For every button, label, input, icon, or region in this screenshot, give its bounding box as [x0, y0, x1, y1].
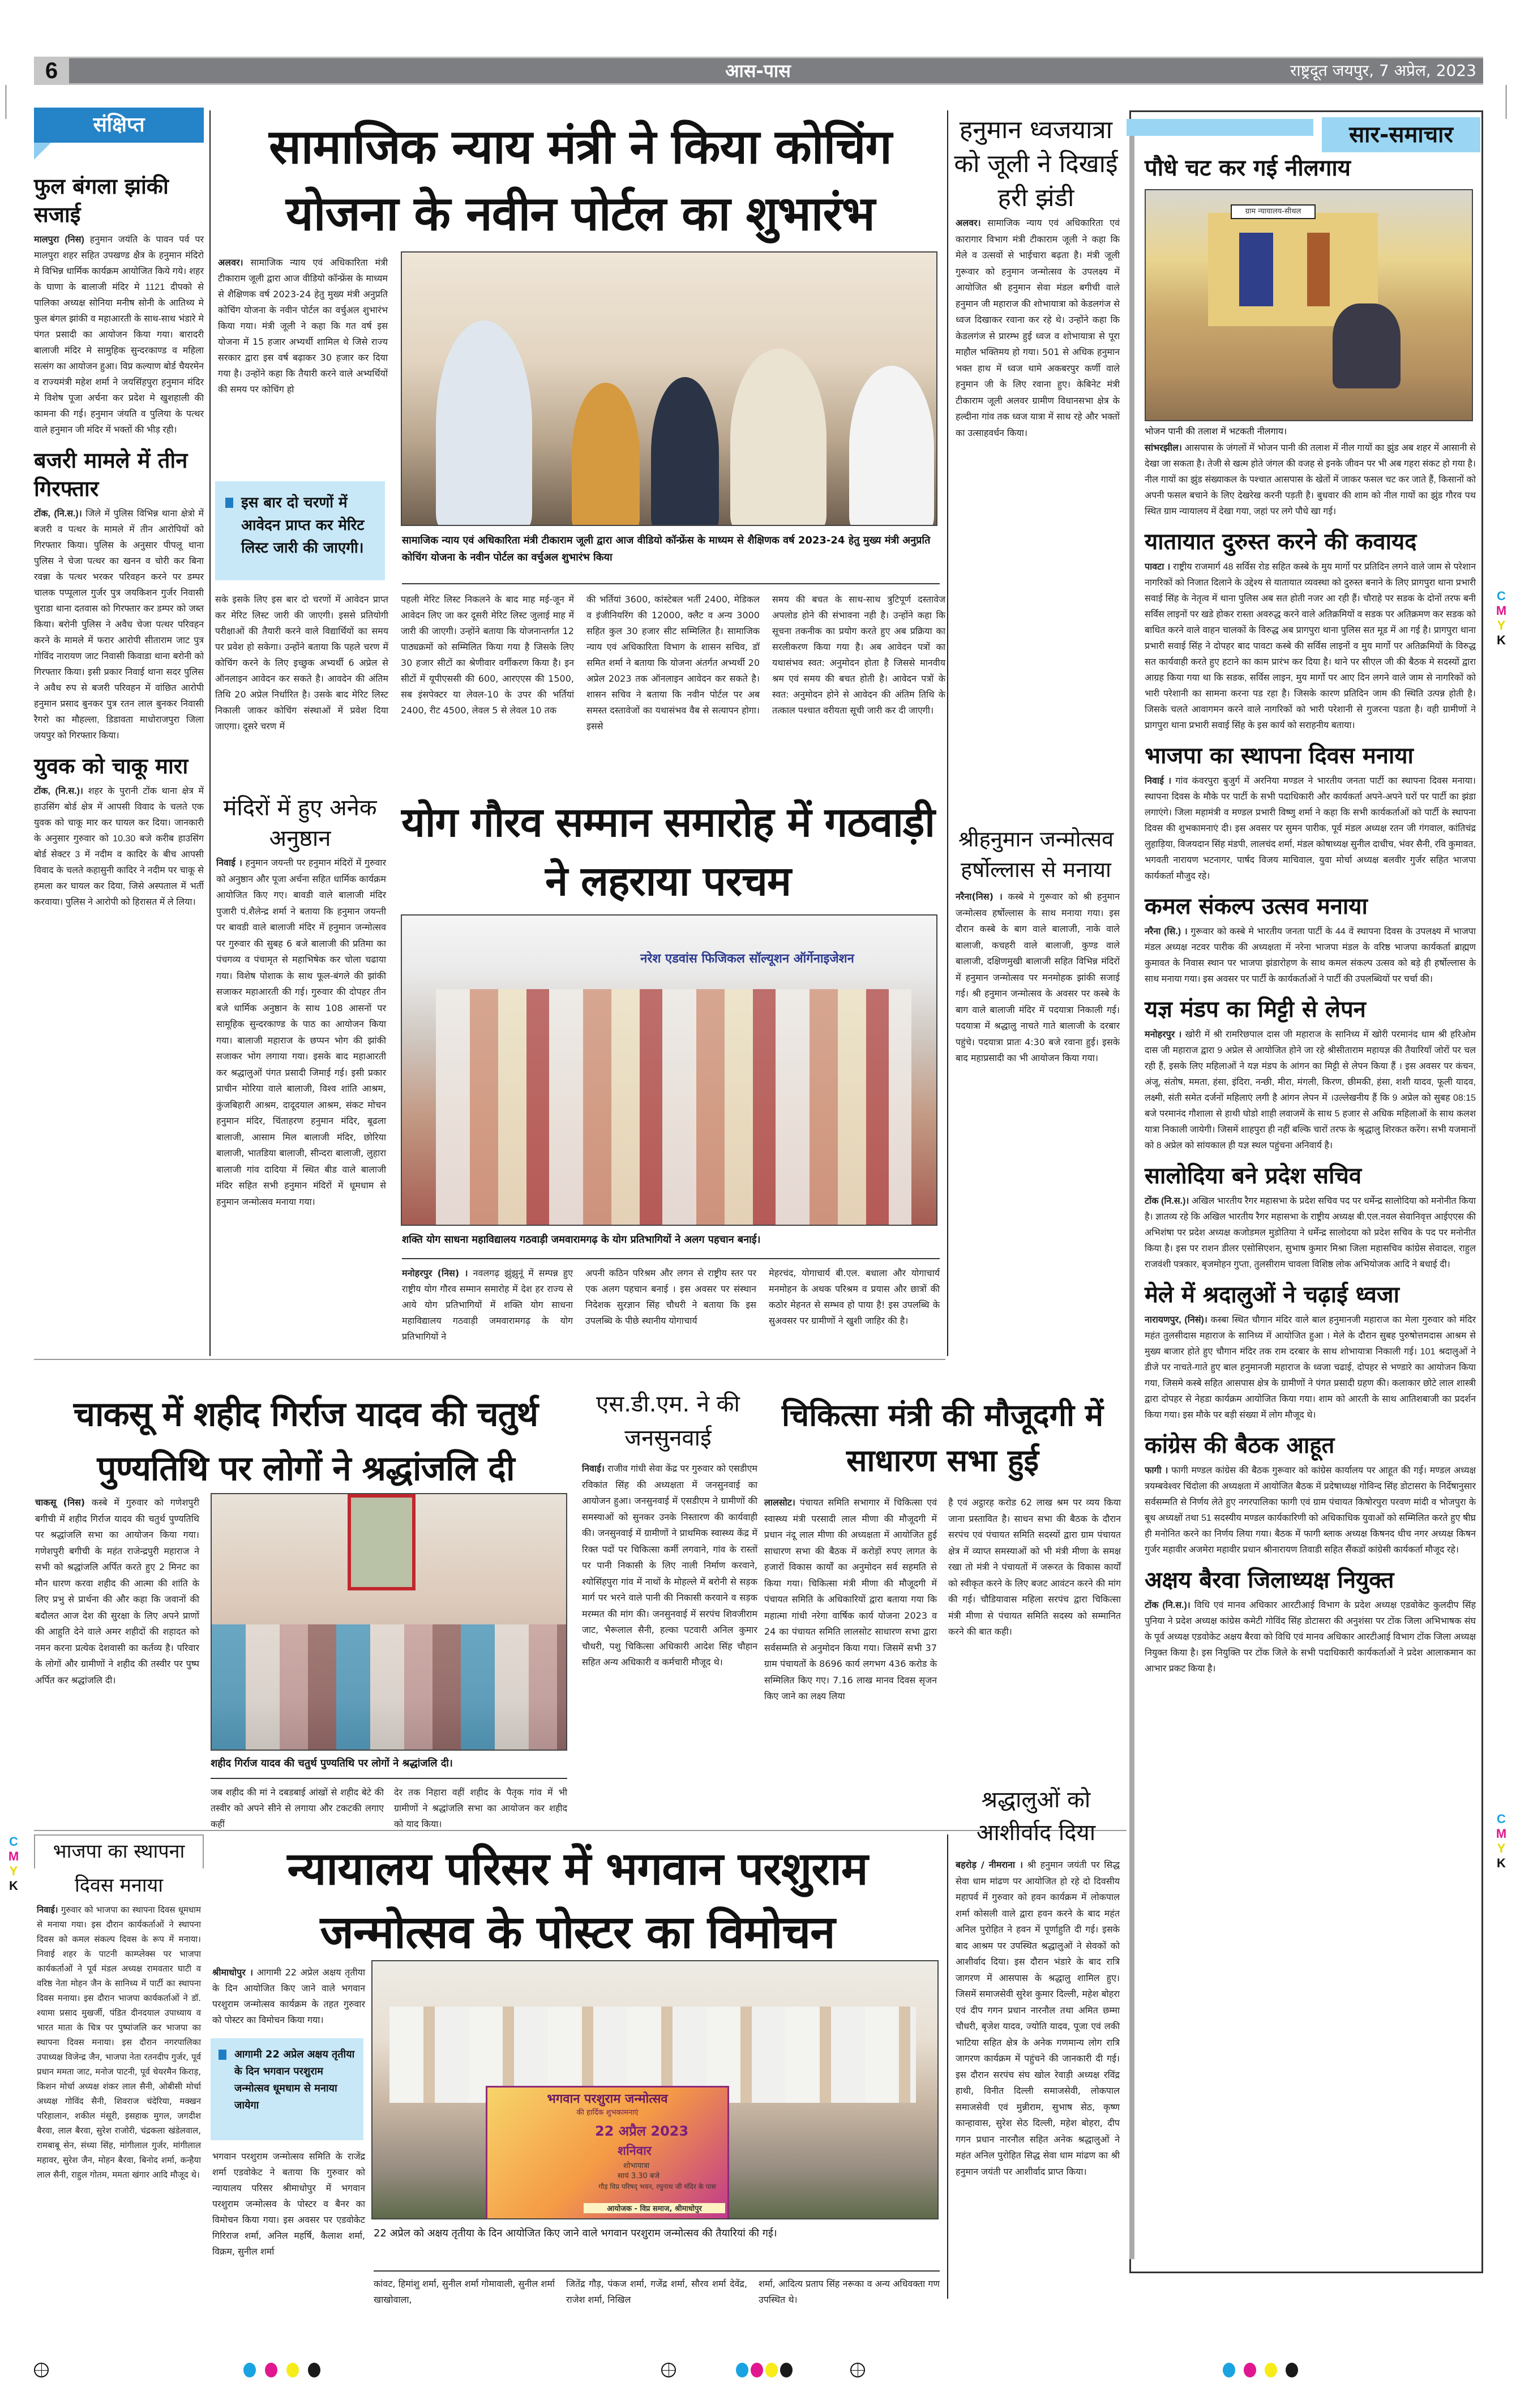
- lead-photo: [401, 251, 937, 526]
- poster-time: सायं 3.30 बजे: [618, 2172, 659, 2180]
- person-figure: [436, 320, 532, 526]
- story-headline: बजरी मामले में तीन गिरफ्तार: [34, 448, 188, 501]
- brief-headline: कांग्रेस की बैठक आहूत: [1145, 1432, 1335, 1459]
- poster-day: शनिवार: [618, 2144, 652, 2158]
- section-title: आस-पास: [725, 60, 791, 82]
- ashirvad-headline: श्रद्धालुओं को आशीर्वाद दिया: [976, 1787, 1096, 1846]
- brief-body: सांभरझील। आसपास के जंगलों में भोजन पानी की तलाश में नील गायों का झुंड अब शहर में आसानी से देखा जा सकता है। तेजी से खत्म होते जंगल की वजह से इनके जीवन पर भी अब गहरा संकट हो गया है। नील गायों का झुंड संख्याकल के पश्चात आसपास के खेतों में जाकर फसल चट कर जाते हैं, किसानों को अपनी फसल बचाने के लिए देखरेख करनी पड़ती है। बुधवार की शाम को नील गायों का झुंड गौरव पथ स्थित ग्राम न्यायालय में देखा गया, जहां पर लगे पौधे खा गई।: [1145, 443, 1476, 516]
- yoga-column-text: मेहरचंद, योगाचार्य बी.एल. बधाला और योगाचार्य मनमोहन के अथक परिश्रम व प्रयास और छात्रों की कठोर मेहनत से सम्भव हो पाया है! इस उपलब्धि के सुअवसर पर ग्रामीणों ने खुशी जाहिर की है।: [769, 1268, 940, 1326]
- mandiron-headline: मंदिरों में हुए अनेक अनुष्ठान: [223, 795, 377, 852]
- yoga-column-text: मनोहरपुर (निस) । नवलगढ़ झुंझुनूं में सम्पन्न हुए राष्ट्रीय योग गौरव सम्मान समारोह में देश हर राज्य से आये योग प्रतिभागियों में शक्ति योग साधना महाविद्यालय गठवाड़ी जमवारामगढ़ के योग प्रतिभागियों ने: [402, 1268, 573, 1342]
- cmyk-mark-right: C M Y K: [1496, 1812, 1507, 1870]
- sdm-headline: एस.डी.एम. ने की जनसुनवाई: [596, 1391, 740, 1451]
- story-body: टोंक, (नि.स.)। जिले में पुलिस विभिन्न थाना क्षेत्रो में बजरी व पत्थर के मामले में तीन आरोपियों को गिरफ्तार किया। पुलिस के अनुसार पीपलू थाना पुलिस ने चेजा पत्थर का खनन व चोरी कर बिना रवन्ना के पत्थर भरकर परिवहन करने पर डम्पर चालक पप्पूलाल गुर्जर पुत्र जयकिशन गुर्जर निवासी चुराडा थाना दतवास को गिरफ्तार कर डम्पर को जब्त किया। बरोनी पुलिस ने अवैध चेजा पत्थर परिवहन करने के मामले में फरार आरोपी सीताराम जाट पुत्र गोविंद नारायण जाट निवासी किवाडा थाना बरोनी को गिरफ्तार किया। इसी प्रकार निवाई थाना सदर पुलिस ने अवैध रुप से बजरी परिवहन में वांछित आरोपी हनुमान प्रसाद बुनकर पुत्र रतन लाल बुनकर निवासी रैगरो का मौहल्ला, डिडावता माधोराजपुरा जिला जयपुर को गिरफ्तार किया।: [34, 509, 204, 741]
- dhwaj-headline: हनुमान ध्वजयात्रा को जूली ने दिखाई हरी झंडी: [954, 116, 1118, 212]
- brief-headline: सालोदिया बने प्रदेश सचिव: [1145, 1163, 1362, 1189]
- page-number: 6: [34, 57, 69, 85]
- rule: [402, 1258, 940, 1259]
- section-rule: [34, 1359, 945, 1360]
- sar-samachar-stripe: [1127, 119, 1313, 136]
- brief-headline: अक्षय बैरवा जिलाध्यक्ष नियुक्त: [1145, 1567, 1394, 1593]
- poster-title: भगवान परशुराम जन्मोत्सव: [547, 2092, 668, 2106]
- nilgai-photo: [1145, 189, 1473, 421]
- parshuram-intro: श्रीमाधोपुर । आगामी 22 अप्रेल अक्षय तृतीया के दिन आयोजित किए जाने वाले भगवान परशुराम जन्मोत्सव कार्यक्रम के तहत गुरुवार को पोस्टर का विमोचन किया गया।: [212, 1967, 365, 2025]
- brief-body: मनोहरपुर । खोरी में श्री रामरिछपाल दास जी महाराज के सानिध्य में खोरी परमानंद धाम श्री हरिओम दास जी महाराज द्वारा 9 अप्रेल से आयोजित होने जा रहे श्रीसीताराम महायज्ञ की तैयारियाँ जोरों पर चल रही हैं, इसके लिए महिलाओं ने यज्ञ मंडप के आंगन का मिट्टी से लेपन किया हैं । इस अवसर पर कंचन, अंजू, संतोष, ममता, हंसा, इंदिरा, नन्छी, मीरा, मंगली, किरण, छीमकी, हंसा, शशी यादव, फूली यादव, लक्ष्मी, संती समेत दर्जनों महिलाएं लगी है आंगन लेपन में ।उल्लेखनीय हैं कि 9 अप्रेल को सुबह 08:15 बजे परमानंद गौशाला से हाथी घोडो शाही लवाजमें के साथ 5 हजार से अधिक महिलाओं के साथ कलश यात्रा निकाली जायेगी। जिसमें शाहपुरा ही नहीं बल्कि चारों तरफ के श्रृद्धालु शिरकत करेंग। सभी यजमानों को 8 अप्रेल को सांयकाल ही यज्ञ स्थल पहुंचना अनिवार्य है।: [1145, 1030, 1476, 1150]
- rule: [402, 583, 940, 584]
- naraina-body: नरैना(निस) । कस्बे मे गुरूवार को श्री हनुमान जन्मोत्सव हर्षोल्लास के साथ मनाया गया। इस दौरान कस्बे के बाग वाले बालाजी, नाके वाले बालाजी, कचहरी वाले बालाजी, कुण्ड वाले बालाजी, दक्षिणमुखी बालाजी सहित विभिन्न मंदिरों में हनुमान जन्मोत्सव पर मनमोहक झांकी सजाई गई। श्री हनुमान जन्मोत्सव के अवसर पर कस्बे के बाग वाले बालाजी मंदिर में पदयात्रा निकाली गई। पदयात्रा में श्रद्धालु नाचते गाते बालाजी के दरबार पहुंचे। पदयात्रा प्रातः 4:30 बजे रवाना हुई। इसके बाद महाप्रसादी का भी आयोजन किया गया।: [956, 891, 1120, 1063]
- sar-samachar-stack: [1145, 153, 1476, 1677]
- chaksu-column-text: जब शहीद की मां ने दबडबाई आंखों से शहीद बेटे की तस्वीर को अपने सीने से लगाया और टकटकी लगाए कहीं: [211, 1787, 384, 1829]
- highlight-item: आगामी 22 अप्रेल अक्षय तृतीया के दिन भगवान परशुराम जन्मोत्सव धूमधाम से मनाया जायेगा: [219, 2046, 356, 2114]
- parshuram-poster: [486, 2086, 729, 2219]
- person-figure: [730, 349, 826, 526]
- magenta-dot: [751, 2363, 763, 2377]
- yoga-column-text: अपनी कठिन परिश्रम और लगन से राष्ट्रीय स्तर पर एक अलग पहचान बनाई । इस अवसर पर संस्थान निदेशक सुरज्ञान सिंह चौधरी ने बताया कि इस उपलब्धि के पीछे स्थानीय योगाचार्य: [585, 1268, 756, 1326]
- lead-column-text: समय की बचत के साथ-साथ त्रुटिपूर्ण दस्तावेज अपलोड होने की संभावना नही है। उन्होंने कहा कि सूचना तकनीक का प्रयोग करते हुए अब प्रक्रिया का सरलीकरण किया गया है। अब आवेदन पत्रों का यथासंभव स्वत: अनुमोदन होता है जिससे मानवीय श्रम एवं समय की बचत होती है। आवेदन पत्रों के स्वत: अनुमोदन होने से आवेदन की अंतिम तिथि के तत्काल पश्चात वरीयता सूची जारी कर दी जाएगी।: [772, 594, 945, 716]
- chikitsa-column-text: लालसोट। पंचायत समिति सभागार में चिकित्सा एवं स्वास्थ्य मंत्री परसादी लाल मीणा की मौजूदगी में प्रधान नंदू लाल मीणा की अध्यक्षता में आयोजित हुई साधारण सभा की बैठक में करोड़ों रुपए लागत के हजारों विकास कार्यों का अनुमोदन सर्व सहमति से किया गया। चिकित्सा मंत्री मीणा की मौजूदगी में पंचायत समिति के अधिकारियों द्वारा बताया गया कि महात्मा गांधी नरेगा वार्षिक कार्य योजना 2023 व 24 का पंचायत समिति लालसोट साधारण सभा द्वारा सर्वसम्मति से अनुमोदन किया गया। जिसमें सभी 37 ग्राम पंचायतों के 8696 कार्य लगभग 436 करोड के सम्मिलित किए गए। 7.16 लाख मानव दिवस सृजन किए जाने का लक्ष्य लिया: [764, 1497, 937, 1701]
- brief-tab: संक्षिप्त: [34, 108, 204, 143]
- edition-date: राष्ट्रदूत जयपुर, 7 अप्रेल, 2023: [1290, 61, 1476, 80]
- brief-body: टोंक (नि.स.)। अखिल भारतीय रैगर महासभा के प्रदेश सचिव पद पर धर्मेन्द्र सालोदिया को मनोनीत किया है। ज्ञातव्य रहे कि अखिल भारतीय रैगर महासभा के राष्ट्रीय अध्यक्ष बी.एल.नवल सेवानिवृत्त आईएएस की अभिशंषा पर प्रदेश अध्यक्ष कजोडमल मुडोतिया ने धर्मेन्द्र सालोदया को प्रदेश सचिव के पद पर मनोनीत किया है। इस पर राशन डीलर एसोसिएशन, सुभाष कुमार मिश्रा जिला महासचिव कांग्रेस सेवादल, राहुल राजवंशी पत्रकार, बृजमोहन गुप्ता, तुलसीराम चावला विशिष्ठ लोक अभियोजक आदि ने बधाई दी।: [1145, 1196, 1476, 1269]
- brief-body: पावटा । राष्ट्रीय राजमार्ग 48 सर्विस रोड सहित कस्बे के मुय मार्गो पर प्रतिदिन लगने वाले जाम से परेशान नागरिकों को निजात दिलाने के उद्देश्य से यातायात व्यवस्था को दुरुस्त बनाने के लिए प्रागपुरा थाना प्रभारी सवाई सिंह के नेतृत्व में थाना पुलिस अब सत होती नजर आ रही हैं। चौराहे पर सडक के दोनों तरफ बनी सर्विस लाइनों पर खडे होकर रास्ता अवरुद्ध करने वाले अतिक्रमियों व सडक पर अतिक्रमण कर सडक को बाधित करने वाले वाहन चालकों के विरुद्ध अब प्रागपुरा थाना पुलिस सत मूड में आ गई है। प्रागपुरा थाना प्रभारी सवाई सिंह ने दोपहर बाद पावटा कस्बे की सर्विस लाइनों व मुय मार्गो पर अतिक्रमियों के विरुद्ध सत कार्यवाही करते हुए हटाने का काम प्रारंभ कर दिया है। थाने पर सीएल जी की बैठक मे सदस्यों द्वारा आग्रह किया गया था कि सडक, सर्विस लाइन, मुय मार्गो पर आए दिन लगने वाले जाम से नागरिकों को भारी परेशानी का सामना करना पड रहा है। जिसके कारण प्रतिदिन जाम की स्थिति उत्पन्न होती है। जिसके चलते आवागमन करने वाले नागरिकों को भारी परेशानी से गुजरना पडता है। वही ग्रामीणों ने प्रागपुरा थाना प्रभारी सवाई सिंह के इस कार्य को सराहनीय बताया।: [1145, 562, 1476, 730]
- sar-samachar-rule: [1129, 119, 1134, 2259]
- yellow-dot: [286, 2363, 299, 2377]
- parshuram-photo: [371, 1960, 939, 2219]
- brief-headline: मेले में श्रदालुओं ने चढ़ाई ध्वजा: [1145, 1282, 1399, 1308]
- brief-headline: भाजपा का स्थापना दिवस मनाया: [1145, 743, 1414, 769]
- parshuram-headline: न्यायालय परिसर में भगवान परशुराम जन्मोत्सव के पोस्टर का विमोचन: [287, 1842, 868, 1958]
- yoga-banner: नरेश एडवांस फिजिकल सॉल्यूशन ऑर्गेनाइजेशन: [640, 952, 854, 966]
- parshuram-column-text: शर्मा, आदित्य प्रताप सिंह नरूका व अन्य अधिवक्ता गण उपस्थित थे।: [759, 2278, 940, 2305]
- brief-headline: यातायात दुरुस्त करने की कवायद: [1145, 529, 1417, 555]
- black-dot: [1286, 2363, 1298, 2377]
- sdm-body: निवाई। राजीव गांधी सेवा केंद्र पर गुरुवार को एसडीएम रविकांत सिंह की अध्यक्षता में जनसुनवाई का आयोजन हुआ। जनसुनवाई में एसडीएम ने ग्रामीणों की समस्याओं को सुनकर उनके निस्तारण की कार्यवाही की। जनसुनवाई में ग्रामीणों ने प्राथमिक स्वास्थ्य केंद्र में रिक्त पदों पर चिकित्सा कर्मी लगवाने, गांव के रास्तों पर पानी निकासी के लिए नाली निर्माण करवाने, श्योसिंहपुरा गांव में नाथों के मोहल्ले में बरोनी से सड़क मार्ग पर भरने वाले पानी की निकासी करवाने व सड़क मरम्मत की मांग की। जनसुनवाई में सरपंच शिवजीराम जाट, भैरूलाल सैनी, हल्का पटवारी अनिल कुमार चौधरी, पशु चिकित्सा अधिकारी आदेश सिंह चौहान सहित अन्य अधिकारी व कर्मचारी मौजूद थे।: [582, 1463, 757, 1667]
- bjp-niwai-body: निवाई। गुरुवार को भाजपा का स्थापना दिवस धूमधाम से मनाया गया। इस दौरान कार्यकर्ताओं ने स्थापना दिवस को कमल संकल्प दिवस के रूप में मनाया। निवाई शहर के पाटनी काम्प्लेक्स पर भाजपा कार्यकर्ताओं ने पूर्व मंडल अध्यक्ष रामवतार घाटी व वरिष्ठ नेता मोहन जैन के सानिध्य में पार्टी का स्थापना दिवस मनाया। इस दौरान भाजपा कार्यकर्ताओं ने डॉ. श्यामा प्रसाद मुखर्जी, पंडित दीनदयाल उपाध्याय व भारत माता के चित्र पर पुष्पांजलि कर भाजपा का स्थापना दिवस मनाया। इस दौरान नगरपालिका उपाध्यक्ष विजेन्द्र जैन, भाजपा नेता रतनदीप गुर्जर, पूर्व प्रधान ममता जाट, मनोज पाटनी, पूर्व चेयरमैन किराड़, किशन मोर्चा अध्यक्ष शंकर लाल सैनी, ओबीसी मोर्चा अध्यक्ष गोविंद सैनी, शिवराज चंदेरिया, मक्खन परिहालान, शकील मंसूरी, इसहाक मुगल, जगदीश बैरवा, लाल बैरवा, सुरेश राजोरी, चंद्रकला खंडेलवाल, रामबाबू सेन, संध्या सिंह, मांगीलाल गुर्जर, मांगीलाल महावर, सुरेश जैन, मोहन बैरवा, बिनोद शर्मा, कन्हैया लाल सैनी, राहुल गोतम, ममता खंगार आदि मौजूद थे।: [37, 1905, 201, 2180]
- lead-intro: अलवर। सामाजिक न्याय एवं अधिकारिता मंत्री टीकाराम जूली द्वारा आज वीडियो कॉन्फ्रेंस के माध्यम से शैक्षिणक वर्ष 2023-24 हेतु मुख्य मंत्री अनुप्रति कोचिंग योजना के नवीन पोर्टल का वर्चुअल शुभारंभ किया गया। मंत्री जूली ने कहा कि गत वर्ष इस योजना में 15 हजार अभ्यर्थी शामिल थे जिसे राज्य सरकार द्वारा इस वर्ष बढ़ाकर 30 हजार कर दिया गया है। उन्होंने कहा कि तैयारी करने वाले अभ्यर्थियों की समय पर कोचिंग हो: [218, 257, 388, 395]
- mourners: [212, 1624, 567, 1751]
- yellow-dot: [765, 2363, 778, 2377]
- lead-column-text: सके इसके लिए इस बार दो चरणों में आवेदन प्राप्त कर मेरिट लिस्ट जारी की जाएगी। इससे प्रतियोगी परीक्षाओं की तैयारी करने वाले विद्यार्थियों का समय पर प्रवेश हो सकेगा। उन्होंने बताया कि पहले चरण में कोचिंग करने के लिए इच्छुक अभ्यर्थी 6 अप्रेल से ऑनलाइन आवेदन कर सकते है। आवदेन की अंतिम तिथि 20 अप्रेल निर्धारित है। उसके बाद मेरिट लिस्ट निकाली जाकर कोचिंग संस्थाओं में प्रवेश दिया जाएगा। दूसरे चरण में: [215, 594, 388, 732]
- column-rule: [209, 110, 211, 1356]
- rule: [211, 1778, 567, 1779]
- lead-column-text: की भर्तियां 3600, कांस्टेबल भर्ती 2400, मेडिकल व इंजीनियरिंग की 12000, क्लैट व अन्य 3000 सहित कुल 30 हजार सीट सम्मिलित है। सामाजिक न्याय एवं अधिकारिता विभाग के शासन सचिव, डॉ समित शर्मा ने बताया कि योजना अंतर्गत अभ्यर्थी 20 अप्रेल 2023 तक ऑनलाइन आवेदन कर सकते है। शासन सचिव ने बताया कि नवीन पोर्टल पर अब समस्त दस्तावेजों का यथासंभव वैब से सत्यापन होगा। इससे: [586, 594, 760, 732]
- mandiron-body: निवाई । हनुमान जयन्ती पर हनुमान मंदिरों में गुरुवार को अनुष्ठान और पूजा अर्चना सहित धार्मिक कार्यक्रम आयोजित किए गए। बावडी वाले बालाजी मंदिर पुजारी पं.शैलेन्द्र शर्मा ने बताया कि हनुमान जयन्ती पर बावडी वाले बालाजी मंदिर में हनुमान जन्मोत्सव पर गुरुवार की सुबह 6 बजे बालाजी की प्रतिमा का पंचगव्य व पंचामृत से महाभिषेक कर चोला चढाया गया। विशेष पोशाक के साथ फूल-बंगले की झांकी सजाकर महाआरती की गई। गुरुवार की दोपहर तीन बजे धार्मिक अनुष्ठान के साथ 108 आसनों पर सामूहिक सुन्दरकाण्ड के पाठ का आयोजन किया गया। बालाजी महाराज के छप्पन भोग की झांकी सजाकर भोग लगाया गया। इसके बाद महाआरती कर श्रद्धालुओं पंगत प्रसादी जिमाई गई। इसी प्रकार प्राचीन मोरिया वाले बालाजी, विश्व शांति आश्रम, कुंजबिहारी आश्रम, दादूदयाल आश्रम, संकट मोचन हनुमान मंदिर, चिंताहरण हनुमान मंदिर, बूढला बालाजी, आसाम मिल बालाजी मंदिर, छोरिया बालाजी, भातडिया बालाजी, सीन्दरा बालाजी, लुहारा बालाजी गांव दादिया में स्थित बीड वाले बालाजी मंदिर सहित सभी हनुमान मंदिरों में धूमधाम से हनुमान जन्मोत्सव मनाया गया।: [216, 857, 386, 1207]
- cmyk-mark-right: C M Y K: [1496, 589, 1507, 647]
- lead-highlight-box: [215, 481, 385, 580]
- lead-photo-caption: सामाजिक न्याय एवं अधिकारिता मंत्री टीकाराम जूली द्वारा आज वीडियो कॉन्फ्रेंस के माध्यम से शैक्षिणक वर्ष 2023-24 हेतु मुख्य मंत्री अनुप्रति कोचिंग योजना के नवीन पोर्टल का वर्चुअल शुभारंभ किया: [402, 534, 931, 563]
- brief-body: नरैना (सि.) । गुरूवार को कस्बे मे भारतीय जनता पार्टी के 44 वें स्थापना दिवस के उपलक्ष्य में भाजपा मंडल अध्यक्ष नटवर पारीक की अध्यक्षता में नरेना भाजपा मंडल के वरिष्ठ भाजपा कार्यकर्ता ब्राह्मण कुमावत के निवास स्थान पर भाजपा झंडारोहण के साथ कमल संकल्प उत्सव को बड़े ही हर्षोल्लास के साथ मनाया गया। इस अवसर पर पार्टी के कार्यकर्ताओं ने पार्टी की उपलब्धियों पर चर्चा की।: [1145, 927, 1476, 984]
- poster-venue: गौड़ विप्र परिषद् भवन, रघुनाथ जी मंदिर के पास: [598, 2183, 716, 2191]
- chaksu-body: चाकसू (निस) कस्बे में गुरुवार को गणेशपुरी बगीची में शहीद गिर्राज यादव की चतुर्थ पुण्यतिथि पर श्रद्धांजलि सभा का आयोजन किया गया। गणेशपुरी बगीची के महंत राजेन्द्रपुरी महाराज ने सभी को श्रद्धांजलि अर्पित करते हुए 2 मिनट का मौन धारण करवा शहीद की आत्मा की शांति के लिए प्रभु से प्रार्थना की और कहा कि जवानों की बदौलत आज देश की सुरक्षा के लिए अपने प्राणों की आहुति देने वाले अमर शहीदों की शहादत को नमन करना प्रत्येक देशवासी का कर्तव्य है। परिवार के लोगों और ग्रामीणों ने शहीद की तस्वीर पर पुष्प अर्पित कर श्रद्धांजलि दी।: [35, 1497, 199, 1686]
- brief-body: नारायणपुर, (निसं)। कस्बा स्थित चौगान मंदिर वाले बाल हनुमानजी महाराज का मेला गुरुवार को मंदिर महंत तुलसीदास महाराज के सानिध्य में आयोजित हुआ । मेले के दौरान सुबह पुरुषोत्तमदास आश्रम से मुख्य बाजार होते हुए चौगान मंदिर तक राम दरबार के साथ शोभायात्रा निकाली गई। 101 श्रदालुओं ने डीजे पर नाचते-गाते हुए बाल हनुमानजी महाराज के ध्वजा चढाई, दोपहर से भण्डारे का आयोजन किया गया, जिसमे कस्बे सहित आसपास क्षेत्र के ग्रामीणों ने पंगत प्रसादी ग्रहण की। कलाकार छोटे लाल शास्त्री द्वारा दोपहर से नेहडा कार्यक्रम आयोजित किया गया। शाम को आरती के साथ आतिशबाजी का प्रदर्शन किया गया। इस मौके पर बड़ी संख्या में लोग मौजूद थे।: [1145, 1315, 1476, 1420]
- magenta-dot: [265, 2363, 277, 2377]
- square-bullet-icon: [225, 498, 233, 508]
- column-rule: [947, 1834, 948, 2299]
- rule: [374, 2270, 940, 2272]
- poster-greeting: की हार्दिक शुभकामनाएं: [576, 2108, 639, 2117]
- cyan-dot: [1223, 2363, 1235, 2377]
- cmyk-mark-left: C M Y K: [8, 1834, 19, 1893]
- parshuram-column-text: कांवट, हिमांशु शर्मा, सुनील शर्मा गोमावाली, सुनील शर्मा खाखोवाला,: [374, 2278, 555, 2305]
- chikitsa-headline: चिकित्सा मंत्री की मौजूदगी में साधारण सभा हुई: [781, 1397, 1104, 1478]
- brief-headline: पौधे चट कर गई नीलगाय: [1145, 155, 1351, 181]
- story-body: मालपुरा (निस) हनुमान जयंति के पावन पर्व पर मालपुरा शहर सहित उपखण्ड क्षैत्र के हनुमान मंदिरो मे विभिन्न धार्मिक कार्यक्रम आयोजित किये गये। शहर के घाणा के बालाजी मंदिर मे 1121 दीपको से पालिका अध्यक्ष सोनिया मनीष सोनी के आतिथ्य मे फुल बंगल झांकी व महाआरती के साथ-साथ भंडारे मे पंगत प्रसादी का आयोजन किया गया। बारादरी बालाजी मंदिर मे सामुहिक सुन्दरकाण्ड व महिला सत्संग का आयोजन हुआ। विप्र कल्याण बोर्ड चैयरमेन व राज्यमंत्री महेश शर्मा ने जयसिंहपुरा हनुमान मंदिर मे विशेष पूजा अर्चना कर प्रदेश मे खुशहाली की कामना की गई। हनुमान जंयति व पुलिया के पत्थर वाले हनुमान जी मंदिर में भक्तों की भीड़ रही।: [34, 235, 204, 435]
- registration-target-icon: [850, 2363, 865, 2377]
- person-figure: [849, 366, 934, 526]
- parshuram-highlight-box: [211, 2038, 363, 2140]
- brief-body: टोंक (नि.स.)। विधि एवं मानव अधिकार आरटीआई विभाग के प्रदेश अध्यक्ष एडवोकेट कुलदीप सिंह पुनिया ने प्रदेश अध्यक्ष कांग्रेस कमेटी गोविंद सिंह डोटासरा की अनुशंसा पर टोंक जिला अभिभाषक संघ के पूर्व अध्यक्ष एडवोकेट अक्षय बैरवा को विधि एवं मानव अधिकार आरटीआई विभाग टोंक जिला अध्यक्ष नियुक्त किया है। इस नियुक्ति पर टोंक जिले के सभी पदाधिकारी कार्यकर्ताओं ने प्रदेश आलाकमान का आभार प्रकट किया है।: [1145, 1601, 1476, 1674]
- highlight-item: इस बार दो चरणों में आवेदन प्राप्त कर मेरिट लिस्ट जारी की जाएगी।: [225, 491, 375, 559]
- brief-tab-tail: [34, 143, 51, 160]
- black-dot: [308, 2363, 320, 2377]
- ashirvad-body: बहरोड़ / नीमराना । श्री हनुमान जयंती पर सिद्ध सेवा धाम मांढण पर आयोजित हो रहे दो दिवसीय महापर्व में गुरुवार को हवन कार्यक्रम में लोकपाल शर्मा कोसली वाले द्वारा हवन करने के बाद महंत अनिल पुरोहित ने हवन में पूर्णाहुति दी गई। इसके बाद आश्रम पर उपस्थित श्रद्धालुओं ने सेवकों को आशीर्वाद दिया। इस दौरान भंडारे के बाद रात्रि जागरण में आसपास के श्रद्धालु शामिल हुए। जिसमें समाजसेवी सुरेश कुमार दिल्ली, महेश बोहरा एवं दीप गगन प्रधान नारनौल तथा अमित छम्मा चौधरी, बृजेश यादव, ज्योति यादव, पूजा एवं लकी भाटिया सहित क्षेत्र के अनेक गणमान्य लोग रात्रि जागरण कार्यक्रम में पहुंचने की जानकारी दी गई। इस दौरान सरपंच संघ खोल रेवाड़ी अध्यक्ष रविंद्र हाथी, विनीत दिल्ली समाजसेवी, लोकपाल समाजसेवी एवं मुन्नीराम, सुभाष सेठ, कृष्ण कान्हावास, सुरेश सेठ दिल्ली, महेश बोहरा, दीप गगन प्रधान नारनौल सहित अनेक श्रद्धालुओं ने महंत अनिल पुरोहित सिद्ध सेवा धाम मांढण का श्री हनुमान जयंती पर आशीर्वाद प्राप्त किया।: [956, 1859, 1120, 2177]
- sar-samachar-tab: सार-समाचार: [1322, 117, 1480, 152]
- brief-headline: यज्ञ मंडप का मिट्टी से लेपन: [1145, 996, 1366, 1023]
- nilgai-animal: [1333, 303, 1401, 388]
- parshuram-columns: [374, 2276, 940, 2308]
- person-figure: [651, 377, 719, 526]
- story-headline: युवक को चाकू मारा: [34, 754, 189, 779]
- square-bullet-icon: [219, 2050, 226, 2060]
- cyan-dot: [736, 2363, 748, 2377]
- dhwaj-body: अलवर। सामाजिक न्याय एवं अधिकारिता एवं कारागार विभाग मंत्री टीकाराम जूली ने कहा कि मेले व उत्सवों से भाईचारा बढ़ता है। मंत्री जूली गुरूवार को हनुमान जन्मोत्सव के उपलक्ष्य में आयोजित श्री हनुमान सेवा मंडल बगीची वाले हनुमान जी महाराज की शोभायात्रा को केडलगंज से ध्वज दिखाकर रवाना कर रहे थे। उन्होंने कहा कि केडलगंज से प्रारम्भ हुई ध्वज व शोभायात्रा से पूरा माहौल भक्तिमय हो गया। 501 से अधिक हनुमान भक्त हाथ में ध्वज थामे अकबरपुर कर्णी वाले हनुमान जी के लिए रवाना हुए। केबिनेट मंत्री टीकाराम जूली अलवर ग्रामीण विधानसभा क्षेत्र के हल्दीना गांव तक ध्वज यात्रा में साथ रहे और भक्तों का उत्साहवर्धन किया।: [956, 217, 1120, 438]
- poster-date: 22 अप्रैल 2023: [595, 2123, 689, 2139]
- yoga-photo-caption: शक्ति योग साधना महाविद्यालय गठवाड़ी जमवारामगढ़ के योग प्रतिभागियों ने अलग पहचान बनाई।: [402, 1234, 761, 1246]
- poster-event: शोभायात्रा: [623, 2162, 650, 2170]
- parshuram-body: भगवान परशुराम जन्मोत्सव समिति के राजेंद्र शर्मा एडवोकेट ने बताया कि गुरुवार को न्यायालय परिसर श्रीमाधोपुर में भगवान परशुराम जन्मोत्सव के पोस्टर व बैनर का विमोचन किया गया। इस अवसर पर एडवोकेट गिरिराज शर्मा, अनिल महर्षि, कैलाश शर्मा, विक्रम, सुनील शर्मा: [212, 2151, 365, 2257]
- lead-headline: सामाजिक न्याय मंत्री ने किया कोचिंग योजना के नवीन पोर्टल का शुभारंभ: [269, 119, 892, 241]
- person-figure: [572, 383, 640, 526]
- shaheed-photo-caption: शहीद गिर्राज यादव की चतुर्थ पुण्यतिथि पर लोगों ने श्रद्धांजलि दी।: [211, 1757, 453, 1769]
- shaheed-photo: [211, 1493, 567, 1751]
- story-body: टोंक, (नि.स.)। शहर के पुरानी टोंक थाना क्षेत्र में हाउसिंग बोर्ड क्षेत्र में आपसी विवाद के चलते एक युवक को चाकू मार कर घायल कर दिया। जानकारी के अनुसार गुरुवार को 10.30 बजे करीब हाउसिंग बोर्ड सेक्टर 3 में नदीम व कादिर के बीच आपसी विवाद के चलते कहासुनी कादिर ने नदीम पर चाकू से हमला कर घायल कर दिया, जिसे अस्पताल में भर्ती करवाया। पुलिस ने आरोपी को हिरासत में ले लिया।: [34, 786, 204, 907]
- yoga-photo: [401, 914, 937, 1226]
- cyan-dot: [243, 2363, 256, 2377]
- registration-target-icon: [34, 2363, 49, 2377]
- lead-columns: [215, 592, 945, 734]
- martyr-portrait: [348, 1494, 416, 1590]
- chikitsa-columns: [764, 1495, 1121, 1705]
- registration-target-icon: [661, 2363, 676, 2377]
- building-sign: ग्राम न्यायालय-सीथल: [1231, 204, 1316, 219]
- chaksu-column-text: देर तक निहारा वहीं शहीद के पैतृक गांव में भी ग्रामीणों ने श्रद्धांजलि सभा का आयोजन कर शहीद को याद किया।: [394, 1787, 567, 1829]
- chaksu-columns: [211, 1785, 567, 1832]
- brief-column: [34, 108, 204, 910]
- parshuram-column-text: जितेंद्र गौड़, पंकज शर्मा, गजेंद्र शर्मा, सौरव शर्मा देवेंद्र, राजेश शर्मा, निखिल: [566, 2278, 747, 2305]
- chaksu-headline: चाकसू में शहीद गिर्राज यादव की चतुर्थ पुण्यतिथि पर लोगों ने श्रद्धांजलि दी: [73, 1395, 538, 1489]
- magenta-dot: [1244, 2363, 1256, 2377]
- brief-body: फागी । फागी मण्डल कांग्रेस की बैठक गुरूवार को कांग्रेस कार्यालय पर आहूत की गई। मण्डल अध्यक्ष त्रयम्बवेश्वर चिंदोला की अध्यक्षता में आयोजित बैठक में प्रदेषाध्यक्ष गोविन्द सिंह डोटासरा के निर्देषानुसार सर्वसम्मति से निर्णय लेते हुए नगरपालिका फागी एवं ग्राम पंचायत किषोरपुरा परवण मांदी व भोजपुरा के बूथ अध्यक्षों तथा 51 सदस्यीय मण्डल कार्यकारिणी को अधिकाधिक युवाओं को सम्मिलित करते हुए षीघ्र ही मनोनित करने का निर्णय लिया गया। बैठक में फागी ब्लाक अध्यक्ष किषनद धीच नगर अध्यक्ष किषन गुर्जर महावीर अजमेरा महावीर प्रधान श्रीनारायण तिवाडी सहित सैंकडों कांग्रेसी कार्यकर्ता मौजूद रहे।: [1145, 1466, 1476, 1555]
- door: [1307, 233, 1330, 306]
- nilgai-caption: भोजन पानी की तलाश में भटकती नीलगाय।: [1145, 426, 1287, 437]
- bjp-niwai-headline: भाजपा का स्थापना दिवस मनाया: [53, 1840, 185, 1897]
- lead-column-text: पहली मेरिट लिस्ट निकलने के बाद माह मई-जून में आवेदन लिए जा कर दूसरी मेरिट लिस्ट जुलाई माह में जारी की जाएगी। उन्होंने बताया कि योजनान्तर्गत 12 पाठ्यक्रमों को सम्मिलित किया गया है जिसके लिए 30 हजार सीटों का श्रेणीवार वर्गीकरण किया है। इन सीटों में यूपीएससी की 600, आरएएस की 1500, सब इंसपेक्टर या लेवल-10 के उपर की भर्तियां 2400, रीट 4500, लेवल 5 से लेवल 10 तक: [401, 594, 574, 716]
- brief-headline: कमल संकल्प उत्सव मनाया: [1145, 893, 1368, 919]
- column-rule: [947, 110, 948, 1356]
- story-headline: फुल बंगला झांकी सजाई: [34, 174, 169, 227]
- parshuram-photo-caption: 22 अप्रेल को अक्षय तृतीया के दिन आयोजित किए जाने वाले भगवान परशुराम जन्मोत्सव की तैयारियां की गई।: [374, 2227, 777, 2239]
- yoga-group: [436, 989, 911, 1226]
- yoga-columns: [402, 1265, 940, 1345]
- door: [1239, 233, 1273, 306]
- yoga-headline: योग गौरव सम्मान समारोह में गठवाड़ी ने लहराया परचम: [401, 798, 935, 905]
- poster-organizer: आयोजक - विप्र समाज, श्रीमाधोपुर: [584, 2203, 725, 2213]
- chikitsa-column-text: है एवं अट्ठारह करोड 62 लाख श्रम पर व्यय किया जाना प्रस्तावित है। साधन सभा की बैठक के दौरान सरपंच एवं पंचायत समिति सदस्यों द्वारा ग्राम पंचायत क्षेत्र में व्याप्त समस्याओं को भी मंत्री मीणा के समक्ष रखा तो मंत्री ने पंचायतों में जरूरत के विकास कार्यों को स्वीकृत करने के लिए बजट आवंटन करने की मांग की गई। चौडियावास महिला सरपंच द्वारा चिकित्सा मंत्री मीणा से पंचायत समिति सदस्य को सम्मानित करने की बात कही।: [948, 1497, 1121, 1637]
- yellow-dot: [1265, 2363, 1277, 2377]
- naraina-headline: श्रीहनुमान जन्मोत्सव हर्षोल्लास से मनाया: [958, 827, 1114, 882]
- registration-marks: [0, 2358, 1516, 2381]
- black-dot: [780, 2363, 793, 2377]
- brief-body: निवाई । गांव कंवरपुरा बुजुर्ग में अरनिया मण्डल ने भारतीय जनता पार्टी का स्थापना दिवस मनाया। स्थापना दिवस के मौके पर पार्टी के सभी पदाधिकारी और कार्यकर्ता अपने-अपने घरों पर पार्टी का झंडा लगाएंगे। जिला महामंत्री व मण्डल प्रभारी विष्णु शर्मा ने कहा कि सभी कार्यकर्ताओं को पार्टी के स्थापना दिवस की शुभकामनाएं दी। इस अवसर पर सुमन पारीक, पूर्व मंडल अध्यक्ष रतन जी गंगवाल, कांतिचंद्र लुहाड़िया, विजयदान सिंह मंडपी, लालचंद शर्मा, मंडल कोषाध्यक्ष सुनील दाधीच, भंवर सैनी, रवि कुमावत, भगवती नारायण भटनागर, पार्षद विजय माचिवाल, युवा मोर्चा अध्यक्ष बलवीर गुर्जर सहित भाजपा कार्यकर्ता मौजुद रहे।: [1145, 776, 1476, 881]
